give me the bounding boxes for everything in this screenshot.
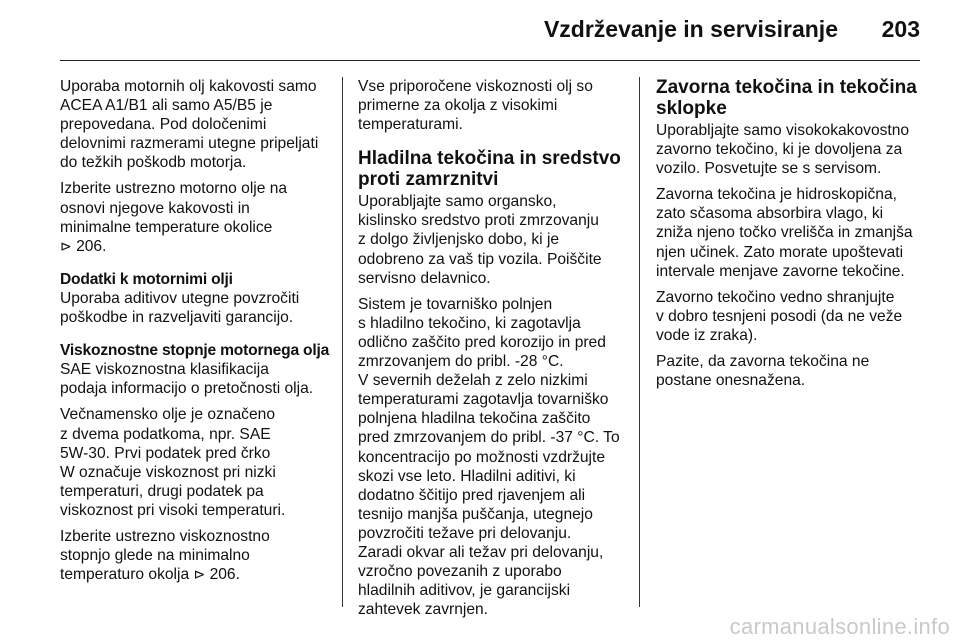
column-1	[60, 77, 334, 591]
paragraph-brake-quality: Uporabljajte samo visokokakovostno zavorno tekočino, ki je dovoljena za vozilo. Posvetujte se s servisom.	[656, 122, 910, 178]
paragraph-brake-contamination: Pazite, da zavorna tekočina ne postane onesnažena.	[656, 353, 870, 390]
column-divider-1	[342, 77, 343, 607]
page-title: Vzdrževanje in servisiranje	[543, 16, 838, 42]
page-reference-link[interactable]: 206.	[209, 566, 240, 584]
paragraph-viscosity-temps: Vse priporočene viskoznosti olj so primerne za okolja z visokimi temperaturami.	[358, 78, 593, 134]
paragraph-coolant-system: Sistem je tovarniško polnjen s hladilno tekočino, ki zagotavlja odlično zaščito pred korozijo in pred zmrzovanjem do pribl. -28 °C. V severnih deželah z zelo nizkimi temperaturami zagotavlja tovarniško polnjena hladilna tekočina zaščito pred zmrzovanjem do pribl. -37 °C. To koncentracijo po možnosti vzdržujte skozi vse leto. Hladilni aditivi, ki dodatno ščitijo pred rjavenjem ali tesnijo manjša puščanja, utegnejo povzročiti težave pri delovanju. Zaradi okvar ali težav pri delovanju, vzročno povezanih z uporabo hladilnih aditivov, je garancijski zahtevek zavrnjen.	[358, 295, 620, 619]
paragraph-select-oil: Izberite ustrezno motorno olje na osnovi njegove kakovosti in minimalne temperature okolice ⊳ 206.	[60, 180, 288, 255]
paragraph-coolant-use: Uporabljajte samo organsko, kislinsko sredstvo proti zmrzovanju z dolgo življenjsko dobo, ki je odobreno za vaš tip vozila. Poiščite servisno delavnico.	[358, 193, 602, 287]
paragraph-additives: Uporaba aditivov utegne povzročiti poškodbe in razveljaviti garancijo.	[60, 289, 300, 327]
column-3	[656, 77, 928, 397]
paragraph-brake-hygroscopic: Zavorna tekočina je hidroskopična, zato sčasoma absorbira vlago, ki zniža njeno točko vrelišča in zmanjša njen učinek. Zato morate upoštevati intervale menjave zavorne tekočine.	[656, 186, 913, 280]
paragraph-multigrade: Večnamensko olje je označeno z dvema podatkoma, npr. SAE 5W-30. Prvi podatek pred črko W označuje viskoznost pri nizki temperaturi, drugi podatek pa viskoznost pri visoki temperaturi.	[60, 406, 286, 519]
column-2	[358, 77, 628, 626]
paragraph-select-viscosity: Izberite ustrezno viskoznostno stopnjo glede na minimalno temperaturo okolja ⊳ 206.	[60, 527, 270, 584]
heading-brake-fluid: Zavorna tekočina in tekočina sklopke	[656, 77, 917, 119]
paragraph-sae: SAE viskoznostna klasifikacija podaja informacijo o pretočnosti olja.	[60, 361, 314, 398]
page-reference-arrow-icon: ⊳	[193, 566, 206, 583]
subheading-additives: Dodatki k motornimi olji	[60, 270, 233, 288]
subheading-viscosity: Viskoznostne stopnje motornega olja	[60, 342, 330, 360]
paragraph-acea: Uporaba motornih olj kakovosti samo ACEA A1/B1 ali samo A5/B5 je prepovedana. Pod določenimi delovnimi razmerami utegne pripeljati do težkih poškodb motorja.	[60, 78, 319, 172]
paragraph-brake-storage: Zavorno tekočino vedno shranjujte v dobro tesnjeni posodi (da ne veže vode iz zraka).	[656, 288, 903, 344]
heading-coolant: Hladilna tekočina in sredstvo proti zamrznitvi	[358, 148, 621, 191]
page-header	[0, 0, 960, 64]
page-reference-arrow-icon: ⊳	[60, 237, 72, 254]
header-divider	[60, 60, 920, 61]
watermark: carmanualsonline.info	[729, 614, 950, 639]
column-divider-2	[639, 77, 640, 607]
page-reference-link[interactable]: 206.	[76, 237, 107, 255]
page-number: 203	[881, 16, 920, 42]
